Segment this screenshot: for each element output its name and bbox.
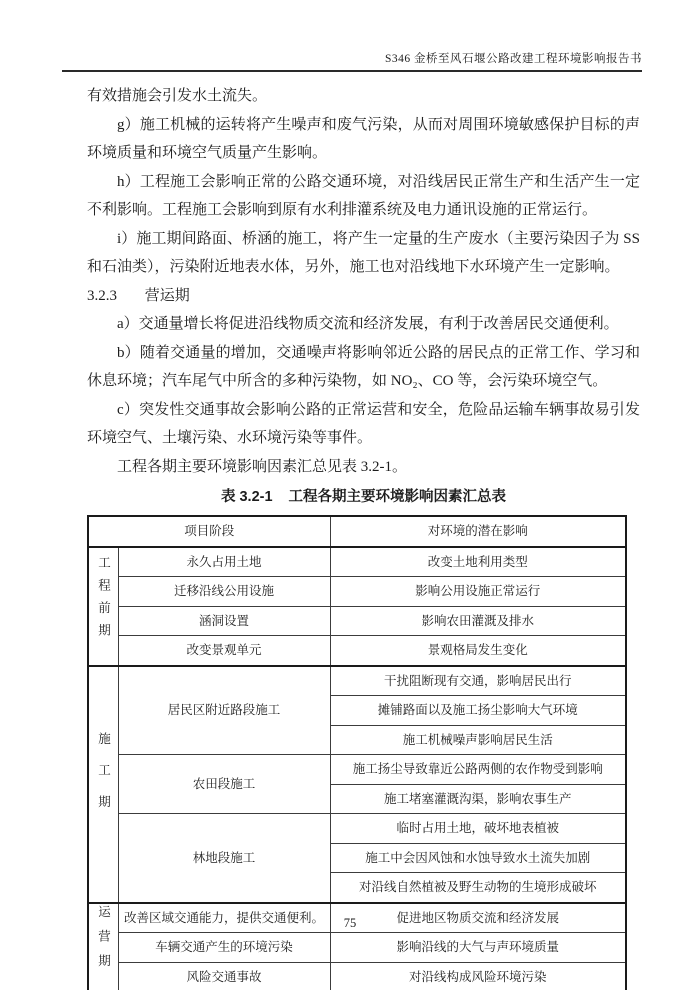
table-row [88, 606, 626, 636]
activity-cell: 农田段施工 [118, 755, 330, 814]
activity-cell: 改变景观单元 [118, 636, 330, 666]
paragraph-g: g）施工机械的运转将产生噪声和废气污染，从而对周围环境敏感保护目标的声环境质量和环境空气质量产生影响。 [87, 116, 640, 161]
activity-cell: 迁移沿线公用设施 [118, 577, 330, 607]
paragraph-table-reference: 工程各期主要环境影响因素汇总见表 3.2-1。 [117, 458, 407, 475]
table-caption [87, 484, 640, 510]
impact-cell: 施工中会因风蚀和水蚀导致水土流失加剧 [330, 843, 626, 873]
activity-cell: 改善区域交通能力，提供交通便利。 [118, 903, 330, 933]
paragraph-continuation: 有效措施会引发水土流失。 [87, 88, 268, 104]
impact-cell: 影响公用设施正常运行 [330, 577, 626, 607]
paragraph-b: b）随着交通量的增加，交通噪声将影响邻近公路的居民点的正常工作、学习和休息环境；汽车尾气中所含的多种污染物，如 NO₂、CO 等，会污染环境空气。 [87, 344, 640, 389]
phase-cell-construction [88, 666, 118, 903]
table-row [88, 933, 626, 963]
impact-cell: 改变土地利用类型 [330, 547, 626, 577]
phase-cell-pre [88, 547, 118, 666]
section-title: 营运期 [144, 287, 190, 304]
table-caption-title: 工程各期主要环境影响因素汇总表 [288, 489, 507, 505]
activity-cell: 车辆交通产生的环境污染 [118, 933, 330, 963]
page-number: 75 [343, 916, 357, 930]
phase-label-pre: 工程前期 [96, 555, 111, 646]
impact-cell: 对沿线构成风险环境污染 [330, 962, 626, 990]
impact-cell: 影响农田灌溉及排水 [330, 606, 626, 636]
activity-cell: 风险交通事故 [118, 962, 330, 990]
impact-cell: 施工扬尘导致靠近公路两侧的农作物受到影响 [330, 755, 626, 785]
running-header [62, 50, 642, 72]
activity-cell: 居民区附近路段施工 [118, 666, 330, 755]
table-row [88, 577, 626, 607]
report-title: S346 金桥至风石堰公路改建工程环境影响报告书 [384, 53, 642, 65]
section-heading [87, 282, 640, 311]
impact-cell: 影响沿线的大气与声环境质量 [330, 933, 626, 963]
table-row [88, 755, 626, 785]
paragraph-c: c）突发性交通事故会影响公路的正常运营和安全，危险品运输车辆事故易引发环境空气、土壤污染、水环境污染等事件。 [87, 401, 640, 446]
table-caption-label: 表 3.2-1 [220, 489, 273, 505]
table-row [88, 547, 626, 577]
table-header-row [88, 516, 626, 547]
paragraph-h: h）工程施工会影响正常的公路交通环境，对沿线居民正常生产和生活产生一定不利影响。工程施工会影响到原有水利排灌系统及电力通讯设施的正常运行。 [87, 173, 640, 218]
body-text-block [87, 82, 640, 990]
table-row [88, 962, 626, 990]
header-cell-phase: 项目阶段 [88, 516, 330, 547]
impact-cell: 摊铺路面以及施工扬尘影响大气环境 [330, 696, 626, 726]
impact-cell: 临时占用土地，破坏地表植被 [330, 814, 626, 844]
table-row [88, 666, 626, 696]
impact-cell: 景观格局发生变化 [330, 636, 626, 666]
table-row [88, 814, 626, 844]
impact-cell: 施工堵塞灌溉沟渠，影响农事生产 [330, 784, 626, 814]
impact-cell: 促进地区物质交流和经济发展 [330, 903, 626, 933]
activity-cell: 永久占用土地 [118, 547, 330, 577]
activity-cell: 涵洞设置 [118, 606, 330, 636]
impact-cell: 对沿线自然植被及野生动物的生境形成破坏 [330, 873, 626, 903]
paragraph-i: i）施工期间路面、桥涵的施工，将产生一定量的生产废水（主要污染因子为 SS 和石油类），污染附近地表水体，另外，施工也对沿线地下水环境产生一定影响。 [87, 230, 640, 275]
activity-cell: 林地段施工 [118, 814, 330, 903]
impact-cell: 干扰阻断现有交通，影响居民出行 [330, 666, 626, 696]
table-row [88, 636, 626, 666]
phase-label-construction: 施工期 [96, 731, 111, 826]
impact-cell: 施工机械噪声影响居民生活 [330, 725, 626, 755]
paragraph-a: a）交通量增长将促进沿线物质交流和经济发展，有利于改善居民交通便利。 [117, 316, 619, 332]
phase-label-operation: 运营期 [96, 905, 111, 979]
header-cell-impact: 对环境的潜在影响 [330, 516, 626, 547]
section-number: 3.2.3 [87, 287, 117, 304]
